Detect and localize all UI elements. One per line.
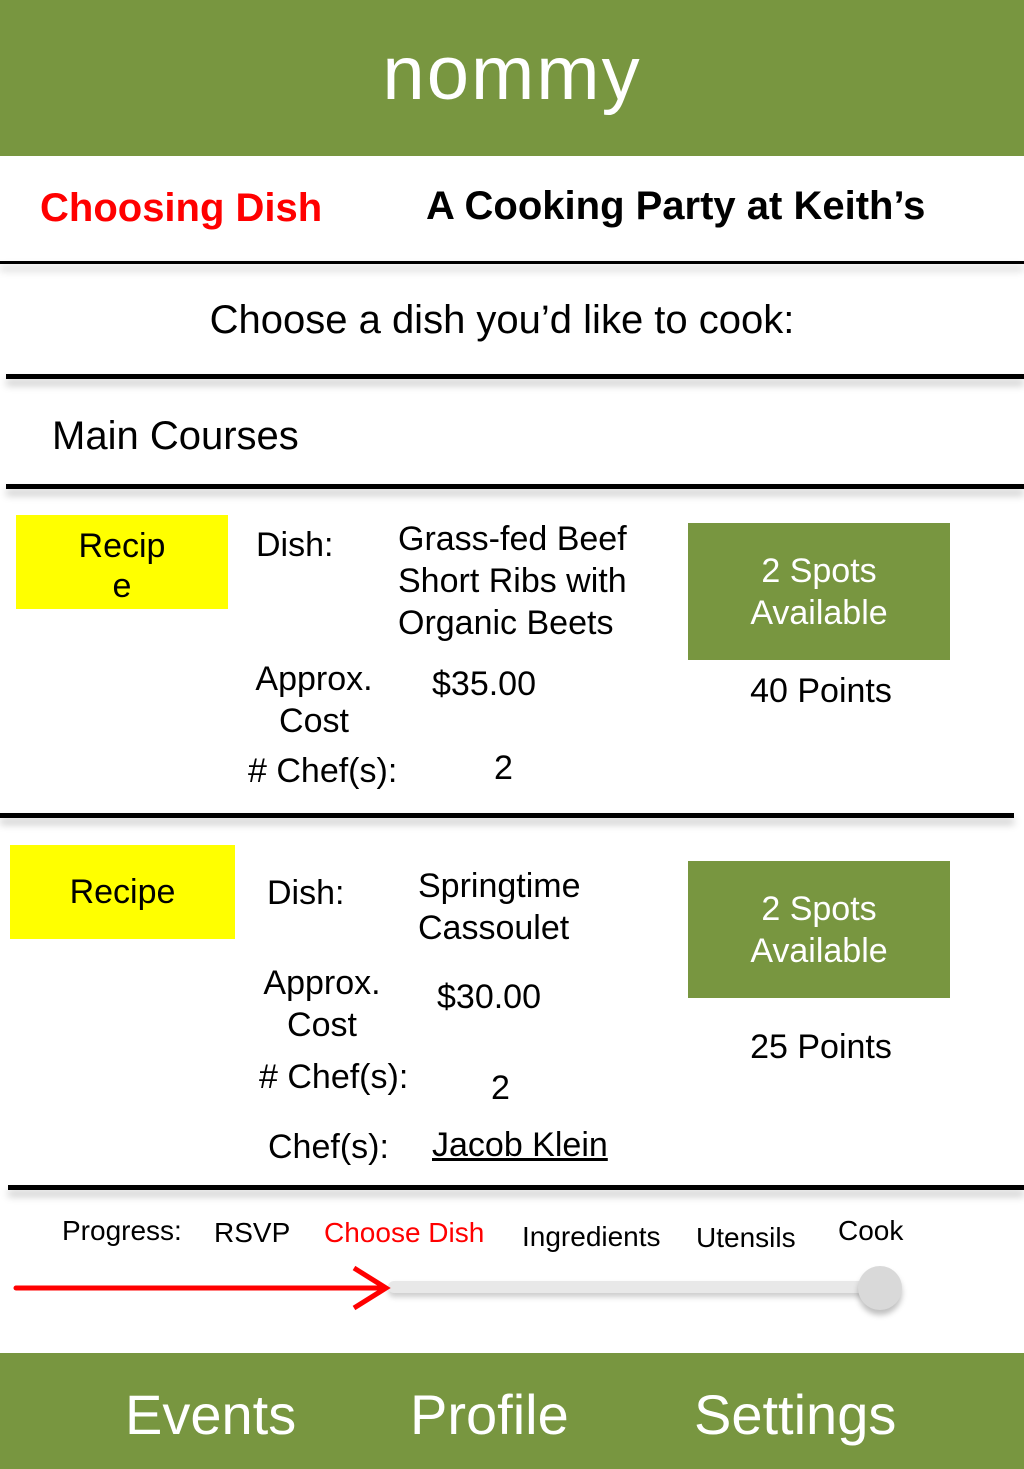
section-title: Main Courses — [52, 414, 299, 458]
dish-label: Dish: — [267, 874, 345, 912]
app-header — [0, 0, 1024, 156]
spots-available-button[interactable] — [688, 523, 950, 660]
dish-name: Grass-fed Beef Short Ribs with Organic Beets — [398, 520, 627, 642]
cost-value: $30.00 — [437, 978, 541, 1016]
progress-step-rsvp: RSVP — [214, 1217, 291, 1248]
chefs-count-label: # Chef(s): — [259, 1058, 409, 1096]
cost-value: $35.00 — [432, 665, 536, 703]
divider — [0, 813, 1014, 818]
progress-label: Progress: — [62, 1215, 182, 1246]
recipe-button[interactable] — [16, 515, 228, 609]
progress-step-cook: Cook — [838, 1215, 904, 1246]
recipe-button-label: Recipe — [78, 527, 166, 605]
spots-available-button[interactable] — [688, 861, 950, 998]
divider — [0, 261, 1024, 264]
points-value: 25 Points — [750, 1028, 892, 1066]
progress-track — [388, 1281, 882, 1293]
chef-name-link[interactable]: Jacob Klein — [432, 1126, 608, 1164]
chef-names-label: Chef(s): — [268, 1128, 389, 1166]
progress-step-ingredients: Ingredients — [522, 1221, 661, 1252]
dish-label: Dish: — [256, 526, 334, 564]
chefs-count-value: 2 — [494, 749, 513, 787]
spots-available-label: 2 Spots Available — [750, 889, 888, 970]
cost-label: Approx. Cost — [255, 660, 373, 740]
recipe-button[interactable] — [10, 845, 235, 939]
recipe-button-label: Recipe — [69, 873, 176, 911]
instruction-text: Choose a dish you’d like to cook: — [209, 298, 795, 342]
divider — [6, 484, 1024, 489]
progress-arrow — [10, 1262, 400, 1314]
event-title: A Cooking Party at Keith’s — [426, 184, 926, 228]
chefs-count-label: # Chef(s): — [248, 752, 398, 790]
divider — [8, 1185, 1024, 1190]
nav-events[interactable]: Events — [125, 1383, 297, 1446]
spots-available-label: 2 Spots Available — [750, 551, 888, 632]
dish-name: Springtime Cassoulet — [418, 867, 581, 947]
cost-label: Approx. Cost — [263, 964, 381, 1044]
app-title: nommy — [382, 30, 642, 116]
chefs-count-value: 2 — [491, 1069, 510, 1107]
nav-settings[interactable]: Settings — [694, 1383, 897, 1446]
progress-knob[interactable] — [858, 1266, 902, 1310]
divider — [6, 374, 1024, 379]
points-value: 40 Points — [750, 672, 892, 710]
current-step-label: Choosing Dish — [40, 186, 323, 230]
progress-step-choose-dish: Choose Dish — [324, 1217, 485, 1248]
nav-profile[interactable]: Profile — [410, 1383, 569, 1446]
progress-step-utensils: Utensils — [696, 1222, 796, 1253]
